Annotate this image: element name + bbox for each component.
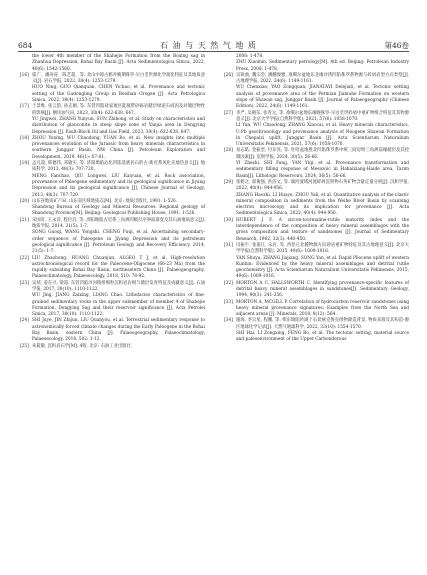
reference-text: MORTON A, MCGILL P. Correlation of hydrocarbon reservoir sandstones using heavy mineral provenance signatures: Examples from the North Sea and adjacent areas [J]. Minerals, 2018, 8(12): 564. (236, 299, 409, 318)
reference-number: [24] (20, 318, 29, 324)
reference-text: ZHANG Haozhi, LI Huaye, ZHOU Yali, et al. Quantitative analysis of the clastic mineral composition in sediments from the Weihe River Basin by scanning electron microscopy and its implication for provenance [J]. Acta Sedimentologica Sinica, 2022, 40(4): 944-956. (236, 192, 409, 217)
reference-text: 2008: 1-478. (236, 54, 264, 59)
reference-text: the lower 4th member of the Shahejie Formation from the Boxing sag in Zhanhua Depression, Bohai Bay Basin [J]. Acta Sedimentologica Sinica, 2022, 40(6): 1542-1560. (32, 54, 205, 72)
volume-label: 第46卷 (384, 41, 409, 50)
reference-text: ZHOU Yuxing, WU Chaodong, YUAN Bo, et al. New insights into multiple provenances evolution of the Jurassic from heavy minerals characteristics in southern Junggar Basin, NW China [J]. Petroleum Exploration and Development, 2019, 46(1): 67-81. (32, 135, 205, 160)
reference-number: [29] (224, 179, 233, 185)
reference-entry (18, 318, 205, 343)
reference-entry (18, 205, 205, 218)
right-reference-column (222, 54, 409, 350)
reference-text: ZHU Xiaomin. Sedimentary petrology[M]. 4th ed. Beijing: Petroleum Industry Press, 2008: 1-478. (236, 60, 409, 72)
reference-entry (18, 104, 205, 117)
reference-number: [26] (224, 72, 233, 78)
reference-text: 朱筱敏. 沉积岩石学[M]. 4版. 北京: 石油工业出版社, (32, 343, 133, 349)
reference-number: [30] (224, 217, 233, 223)
reference-number: [32] (224, 280, 233, 286)
reference-text: SHI Juye, JIN Zhijun, LIU Quanyou, et al. Terrestrial sedimentary response to astronomically forced climate changes during the Early Paleogene in the Bohai Bay Basin, eastern China [J]. Palaeogeography, Palaeoclimatology, Palaeoecology, 2018, 502: 1-12. (32, 318, 205, 343)
reference-entry (222, 331, 409, 344)
reference-entry (18, 85, 205, 104)
reference-entry (222, 256, 409, 281)
reference-entry (222, 60, 409, 73)
reference-text: LI Yan, WU Chaodong, ZHANG Xiaocai, et al. Heavy minerals characteristics, U-Pb geochronology and provenance analysis of Neogene Shawan Formation in Chepaizi uplift, Junggar Basin [J]. Acta Scientiarum Naturalium Universitatis Pekinensis, 2021, 57(6): 1058-1070. (236, 123, 409, 148)
reference-text: 霍广、潘涛涛、陈艺超、等. 北山中部古鹤井晚期侏罗-早白垩世源化学演化特征及其地质意义[J]. 岩石学报, 2022, 38(4): 1253-1279. (32, 72, 205, 85)
reference-entry (222, 180, 409, 193)
reference-text: WU Chenxiao, YAO Zongquan, JIANATAYI Delejiati, et al. Tectonic setting analysis of provenance area of the Permian Jiamuhe Formation on western slope of Shawan sag, Junggar Basin [J]. Journal of Palaeogeography (Chinese Edition), 2022, 24(6): 1149-1161. (236, 85, 409, 110)
reference-entry (18, 161, 205, 174)
reference-entry (18, 54, 205, 73)
reference-text: SHI Hai, LI Zongxing, FENG Bo, et al. The tectonic setting, material source and paleoenvironment of the Upper Carboniferous (236, 331, 409, 343)
reference-text: 孟凡超, 韩德伟, 邓敏实, 等. 济阳坳陷沾化凹陷基底岩石的古-新近系风化壳地热意义[J]. 地质科学, 2013, 48(3): 707-720. (32, 161, 205, 173)
reference-entry (222, 193, 409, 218)
reference-text: MORTON A C, HALLSWORTH C. Identifying provenance-specific features of detrital heavy mineral assemblages in sandstones[J]. Sedimentary Geology, 1994, 90(3): 241-256. (236, 280, 409, 299)
reference-entry (222, 318, 409, 331)
reference-text: MENG Fanchao, QIU Longwei, LIU Kaiyuan, et al. Rock association, provenance of Paleogene sedimentary and its geological significance in Jiyang Depression and its geological significance [J]. Chinese Journal of Geology, 2013, 48(3): 707-720. (32, 173, 205, 198)
reference-text: 闫振宇, 张嘉江, 宋岩, 等. 西昆仑北麓物源方向砂岩重矿物特征及其古地理意义[J]. 北京大学学报(自然科学版), 2015, 49(6): 1009-1016. (236, 242, 409, 255)
reference-entry (222, 111, 409, 124)
reference-number: [25] (20, 343, 29, 349)
reference-entry (222, 148, 409, 161)
reference-text: SONG Guoqi, WANG Yongshi, CHENG Fuqi, et al. Ascertaining secondary-order sequence of Paleogene in Jiyang Depression and its petroleum geological significance [J]. Petroleum Geology and Recovery Efficiency, 2014, 21(5): 1-7. (32, 230, 205, 255)
reference-text: HUBERT J F. A zircon-tourmaline-rutile maturity index and the interdependence of the composition of heavy mineral assemblages with the gross composition and texture of sandstones [J]. Journal of Sedimentary Research, 1962, 32(3): 440-450. (236, 217, 409, 242)
reference-text: YAN Shuyu, ZHANG Jiajiang, SONG Yan, et al. Rapid Pliocene uplift of western Kunlun: Evidenced by the heavy mineral assemblages and detrital rutile geochemistry [J]. Acta Scientiarum Naturalium Universitatis Pekinensis, 2015, 49(6): 1009-1016. (236, 255, 409, 280)
reference-entry (18, 73, 205, 86)
reference-text: YI Zhezhi, SHI Fang, YAN Yiqi, et al. Provenance transformation and sedimentary filling response of Mesozoic in Hahaixiang-Haide area, Tarim Basin[J]. Lithologic Reservoirs, 2024, 36(5): 56-66. (236, 161, 409, 179)
reference-number: [28] (224, 148, 233, 154)
reference-entry (18, 281, 205, 294)
reference-text: WU Jing, JIANG Zaixing, LIANG Chao. Lithofacies characteristics of fine-grained sedimentary rocks in the upper submember of member 4 of Shahejie Formation, Dongying Sag and their reservoir significance [J]. Acta Petrolei Sinica, 2017, 38(10): 1110-1122. (32, 293, 205, 318)
reference-number: [19] (20, 161, 29, 167)
reference-text: 宋国奇, 王永诗, 程付启, 等. 济阳坳陷古近系三角洲四级层序界面渐变及其石油地质意义[J]. 地质学报, 2014, 21(5): 1-7. (32, 217, 205, 230)
reference-entry (18, 293, 205, 318)
reference-number: [22] (20, 255, 29, 261)
reference-text: YU Jingwei, ZHANG Yunyun, SUN Zhihong, et al. Study on characteristics and distribution of glauconite in steep slope zone of Yanjia area in Dongying Depression [J]. Fault-Block Oil and Gas Field, 2023, 30(4): 632-638, 647. (32, 116, 205, 135)
reference-entry (18, 136, 205, 161)
reference-entry (18, 344, 205, 350)
journal-title: 石 油 与 天 然 气 地 质 (160, 41, 257, 50)
reference-number: [20] (20, 198, 29, 204)
reference-number: [33] (224, 299, 233, 305)
page-number: 684 (18, 41, 33, 50)
reference-text: HUO Ning, GUO Qianquan, CHEN Yichao, et al. Provenance and tectonic setting of the Gudongling Group in Beishan Orogen [J]. Acta Petrologica Sinica, 2022, 38(4): 1253-1279. (32, 85, 205, 104)
reference-number: [31] (224, 242, 233, 248)
reference-number: [23] (20, 280, 29, 286)
reference-entry (222, 281, 409, 300)
reference-number: [17] (20, 104, 29, 110)
left-reference-column (18, 54, 205, 350)
reference-entry (18, 230, 205, 255)
reference-text: 吴靖, 姜在兴, 梁超. 东营凹陷沙河街组细粒沉积岩岩相与储层发育特征及成藏意义[J]. 石油学报, 2017, 38(10): 1110-1122. (32, 280, 205, 292)
reference-entry (18, 117, 205, 136)
reference-text: 李严, 吴朝东, 张青元, 等. 准噶尔盆地东缘晚侏罗-早白垩世碎屑中重矿物组合特征及其物源意义[J]. 北京大学学报(自然科学版), 2021, 57(6): 1058-1070. (236, 110, 409, 122)
header-rule (18, 51, 409, 52)
reference-number: [27] (224, 110, 233, 116)
reference-columns (18, 54, 409, 350)
reference-text: 于景维, 张云韵, 孙志刚, 等. 东营凹陷盐家地区陡坡带砂砾岩储层绿泥石成因及对储层物性的影响[J]. 断块油气田, 2023, 30(4): 632-638, 647. (32, 104, 205, 116)
reference-number: [16] (20, 72, 29, 78)
reference-text: 吴锐曲, 魏宗会, 潘鹏俊雅, 准噶尔盆地东北缘沙湾凹陷侏罗系物源与碎屑岩型方式类型[J]. 古地理学报, 2022, 24(6): 1149-1161. (236, 72, 409, 85)
reference-entry (18, 256, 205, 281)
reference-number: [34] (224, 318, 233, 324)
reference-entry (222, 73, 409, 86)
reference-entry (222, 243, 409, 256)
reference-text: 张鹤之, 翟俊强, 洪洁文, 等. 湖河流域河流碎屑沉积物石英矿物含量定量分析[J]. 沉积学报, 2022, 40(4): 944-956. (236, 179, 409, 192)
reference-number: [21] (20, 217, 29, 223)
reference-number: [18] (20, 135, 29, 141)
reference-entry (222, 123, 409, 148)
reference-entry (222, 218, 409, 243)
reference-text: 施海, 李宗星, 程鹏, 等. 柴东坳陷吟湖上石炭统克鲁克组物源造背景, 物质来源及其构造-源区地球化学记录[J]. 天然气地球科学, 2022, 33(10): 1554-1570. (236, 318, 409, 330)
reference-entry (18, 218, 205, 231)
reference-entry (222, 85, 409, 110)
reference-text: Shandong Bureau of Geology and Mineral Resources. Regional geology of Shandong Province[M]. Beijing: Geological Publishing House, 1991: 1-526. (32, 205, 205, 217)
running-header (18, 36, 409, 50)
reference-entry (222, 300, 409, 319)
reference-text: 易志皓, 金振奎, 付东亮, 等. 吐哈盆地胜北凹陷侏罗系中统三间房组三角洲前缘储层及其控制因素[J]. 沉积学报, 2024, 30(5): 56-66. (236, 148, 409, 160)
reference-entry (222, 161, 409, 180)
reference-text: 山东省地质矿产局. 山东省区域地质志[M]. 北京: 地质出版社, 1991: 1-526. (32, 198, 178, 204)
reference-entry (18, 174, 205, 199)
reference-text: LIU Zhaohong, HUANG Chuanjun, ALGEO T J, et al. High-resolution astrochronological record for the Paleocene-Oligocene (66-23 Ma) from the rapidly subsiding Bohai Bay Basin, northeastern China [J]. Palaeogeography, Palaeoclimatology, Palaeoecology, 2018, 510: 78-92. (32, 255, 205, 280)
